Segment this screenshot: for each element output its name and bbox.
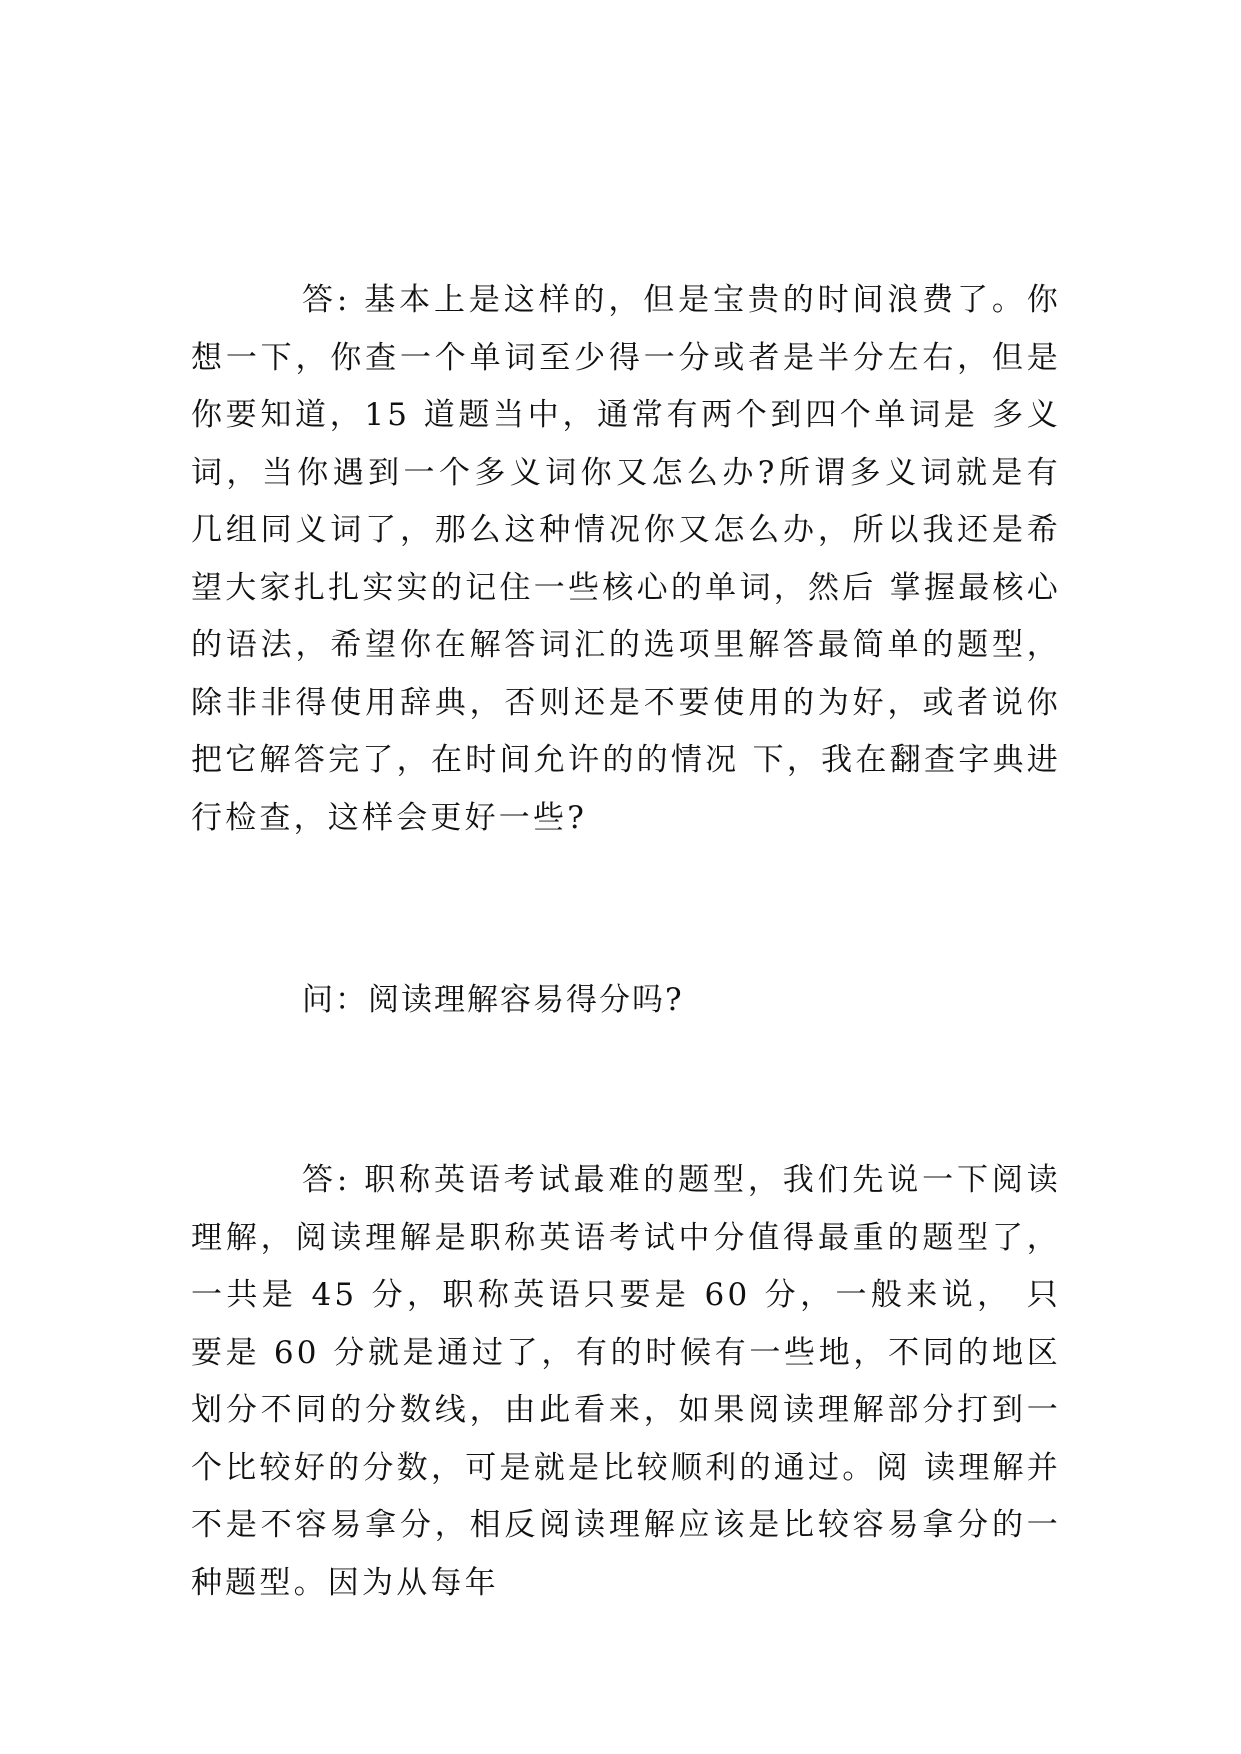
answer-paragraph-reading: 答: 职称英语考试最难的题型，我们先说一下阅读理解，阅读理解是职称英语考试中分值得最重的题型了，一共是 45 分，职称英语只要是 60 分，一般来说， 只要是 60 分就是通过了，有的时候有一些地，不同的地区划分不同的分数线，由此看来，如果阅读理解部分打到一个比较好的分数，可是就是比较顺利的通过。阅 读理解并不是不容易拿分，相反阅读理解应该是比较容易拿分的一种题型。因为从每年 [191,1162,1061,1601]
question-paragraph-reading: 问：阅读理解容易得分吗? [302,982,684,1018]
answer-paragraph-dictionary: 答: 基本上是这样的，但是宝贵的时间浪费了。你想一下，你查一个单词至少得一分或者是半分左右，但是你要知道，15 道题当中，通常有两个到四个单词是 多义词，当你遇到一个多义词你又怎么办?所谓多义词就是有几组同义词了，那么这种情况你又怎么办，所以我还是希望大家扎扎实实的记住一些核心的单词，然后 掌握最核心的语法，希望你在解答词汇的选项里解答最简单的题型，除非非得使用辞典，否则还是不要使用的为好，或者说你把它解答完了，在时间允许的的情况 下，我在翻查字典进行检查，这样会更好一些? [191,282,1061,836]
